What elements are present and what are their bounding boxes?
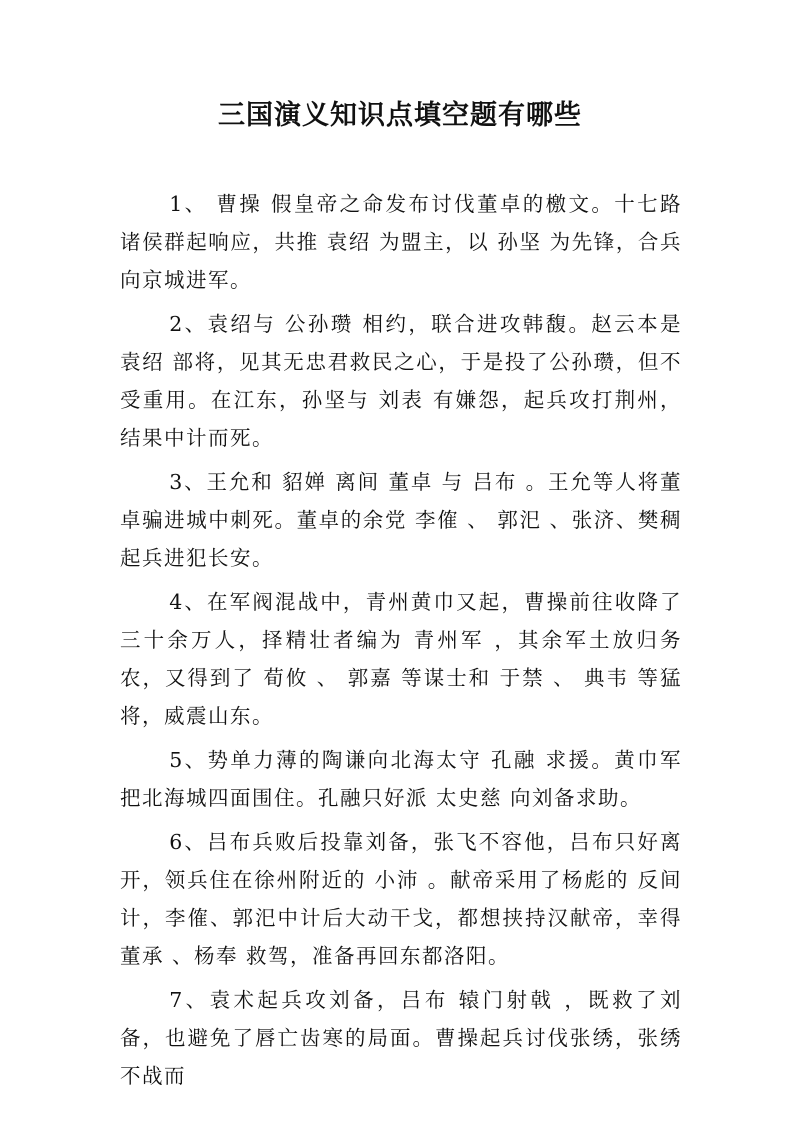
document-body: [120, 185, 682, 1101]
document-title: 三国演义知识点填空题有哪些: [218, 100, 582, 131]
paragraph-5: 5、势单力薄的陶谦向北海太守 孔融 求援。黄巾军把北海城四面围住。孔融只好派 太史慈 向刘备求助。: [120, 748, 682, 810]
paragraph-6: 6、吕布兵败后投靠刘备，张飞不容他，吕布只好离开，领兵住在徐州附近的 小沛 。献帝采用了杨彪的 反间 计，李傕、郭汜中计后大动干戈，都想挟持汉献帝，幸得董承 、杨奉 救驾，准备再回东都洛阳。: [120, 830, 682, 968]
paragraph-2: 2、袁绍与 公孙瓒 相约，联合进攻韩馥。赵云本是 袁绍 部将，见其无忠君救民之心，于是投了公孙瓒，但不受重用。在江东，孙坚与 刘表 有嫌怨，起兵攻打荆州，结果中计而死。: [120, 312, 682, 450]
paragraph-3: 3、王允和 貂婵 离间 董卓 与 吕布 。王允等人将董卓骗进城中刺死。董卓的余党 李傕 、 郭汜 、张济、樊稠起兵进犯长安。: [120, 470, 682, 570]
paragraph-1: 1、 曹操 假皇帝之命发布讨伐董卓的檄文。十七路诸侯群起响应，共推 袁绍 为盟主，以 孙坚 为先锋，合兵向京城进军。: [120, 192, 682, 292]
paragraph-4: 4、在军阀混战中，青州黄巾又起，曹操前往收降了三十余万人，择精壮者编为 青州军 ，其余军土放归务农，又得到了 荀攸 、 郭嘉 等谋士和 于禁 、 典韦 等猛将，威震山东。: [120, 590, 682, 728]
paragraph-7: 7、袁术起兵攻刘备，吕布 辕门射戟 ，既救了刘备，也避免了唇亡齿寒的局面。曹操起兵讨伐张绣，张绣不战而: [120, 988, 682, 1088]
